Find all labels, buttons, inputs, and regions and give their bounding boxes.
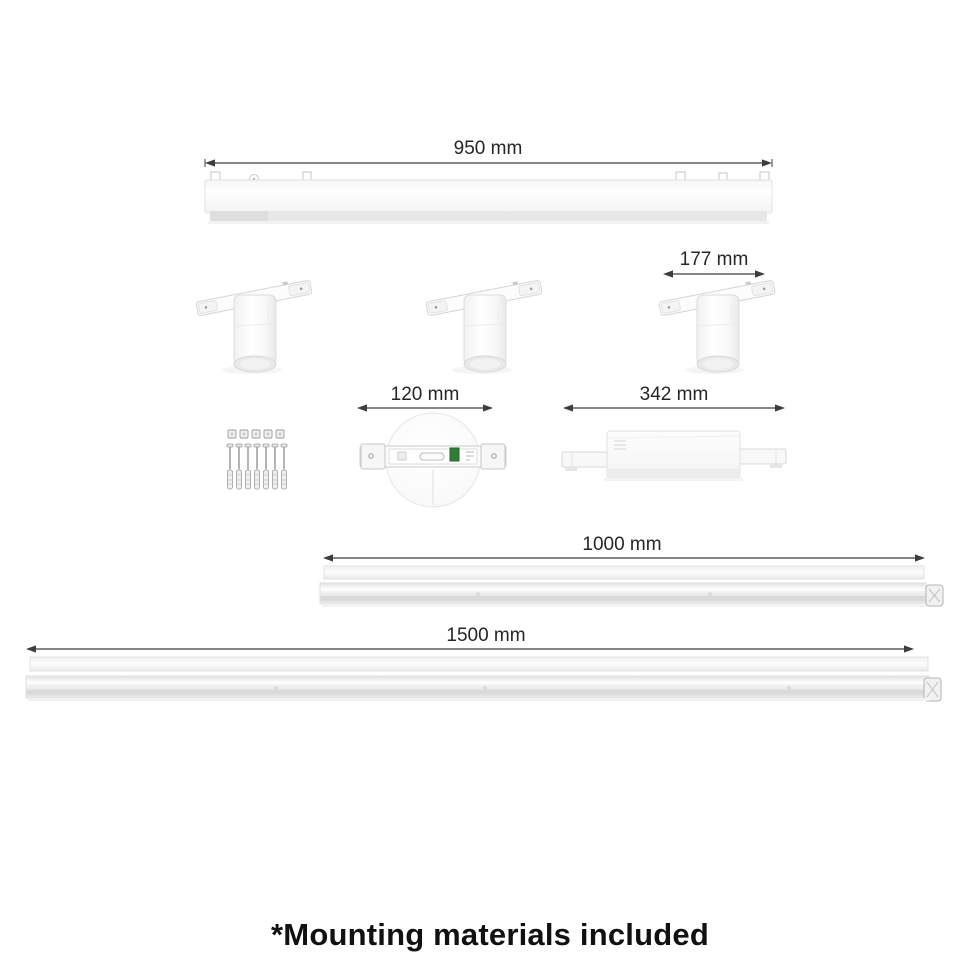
spotlight-3 [658, 277, 775, 374]
light-bar-endcap [210, 211, 268, 221]
connector-slot [420, 453, 444, 460]
track-rail-1000 [320, 566, 943, 607]
track-rail-1500 [26, 657, 941, 701]
arrow-left-icon [26, 645, 36, 652]
rail-shadow [322, 604, 926, 607]
ceiling-canopy [360, 413, 506, 507]
track-tab-right [736, 449, 786, 464]
rail-top-strip [30, 657, 928, 671]
terminal-block-green [450, 448, 459, 461]
rail-shadow [28, 698, 929, 701]
arrow-right-icon [755, 270, 765, 277]
arrow-left-icon [663, 270, 673, 277]
rail-channel [26, 676, 929, 698]
arrow-left-icon [563, 404, 573, 411]
arrow-left-icon [205, 159, 215, 166]
power-supply-unit [562, 431, 786, 481]
light-bar-shadow [208, 221, 769, 224]
light-bar-diffuser [210, 211, 767, 221]
arrow-left-icon [357, 404, 367, 411]
dimension-label-1500: 1500 mm [446, 625, 526, 646]
track-tab-left [562, 452, 612, 467]
dimension-177 [663, 249, 765, 278]
light-bar-body [205, 180, 772, 213]
rail-top-strip [324, 566, 924, 579]
dimension-label-120: 120 mm [390, 384, 460, 405]
spotlight-1 [195, 277, 312, 374]
footnote: *Mounting materials included [271, 917, 709, 952]
screws-row [227, 444, 287, 471]
dimension-label-177: 177 mm [679, 249, 749, 270]
dimension-1500 [26, 625, 914, 653]
light-bar [205, 172, 772, 224]
dimension-120 [357, 384, 493, 412]
dimension-1000 [323, 534, 925, 562]
psu-base [607, 469, 740, 478]
dimension-label-342: 342 mm [639, 384, 709, 405]
psu-shadow [604, 478, 743, 481]
arrow-right-icon [762, 159, 772, 166]
wall-plugs-row [228, 470, 287, 489]
arrow-right-icon [483, 404, 493, 411]
arrow-right-icon [915, 554, 925, 561]
arrow-left-icon [323, 554, 333, 561]
connector-end-right [481, 444, 505, 469]
arrow-right-icon [904, 645, 914, 652]
mounting-materials-set [227, 430, 287, 489]
dimension-950 [205, 138, 772, 167]
dimension-label-950: 950 mm [453, 138, 523, 159]
spotlight-2 [425, 277, 542, 374]
rail-channel [320, 583, 926, 604]
wall-anchors [228, 430, 284, 438]
arrow-right-icon [775, 404, 785, 411]
dimension-342 [563, 384, 785, 412]
dimension-label-1000: 1000 mm [582, 534, 662, 555]
